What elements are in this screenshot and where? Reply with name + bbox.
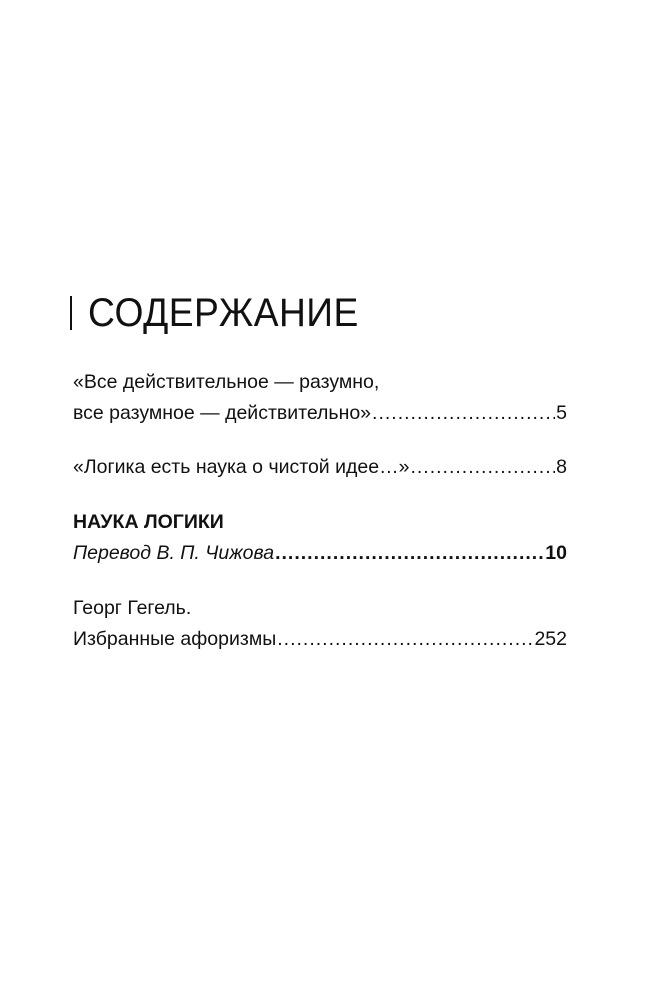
dot-leader [410, 452, 555, 483]
toc-page-number: 8 [556, 456, 567, 478]
toc-entry [73, 452, 567, 483]
dot-leader [275, 538, 544, 569]
toc-entry [73, 507, 567, 569]
toc-entry-leader-line [73, 538, 567, 569]
toc-entry [73, 593, 567, 655]
toc-heading [70, 288, 379, 338]
toc-entry-subtitle: все разумное — действительно» [73, 402, 372, 424]
toc-entry-leader-line [73, 624, 567, 655]
toc-section-title: НАУКА ЛОГИКИ [73, 511, 224, 533]
toc-page-number: 10 [545, 542, 567, 564]
toc-entry-leader-line [73, 398, 567, 429]
dot-leader [277, 624, 533, 655]
toc-entry-leader-line [73, 452, 567, 483]
toc-page-number: 252 [534, 628, 567, 650]
toc-entry-title: «Все действительное — разумно, [73, 371, 380, 393]
page-title: СОДЕРЖАНИЕ [88, 291, 359, 335]
toc-entry-title-line [73, 507, 567, 538]
heading-vertical-rule [70, 296, 72, 330]
toc-entry [73, 367, 567, 429]
toc-entry-title: Георг Гегель. [73, 597, 192, 619]
toc-page-number: 5 [556, 402, 567, 424]
toc-entry-subtitle: Избранные афоризмы [73, 628, 277, 650]
toc-entry-title-line [73, 593, 567, 624]
toc-entry-title-line [73, 367, 567, 398]
toc-entry-title: «Логика есть наука о чистой идее…» [73, 456, 410, 478]
dot-leader [372, 398, 555, 429]
toc-entry-subtitle: Перевод В. П. Чижова [73, 542, 275, 564]
